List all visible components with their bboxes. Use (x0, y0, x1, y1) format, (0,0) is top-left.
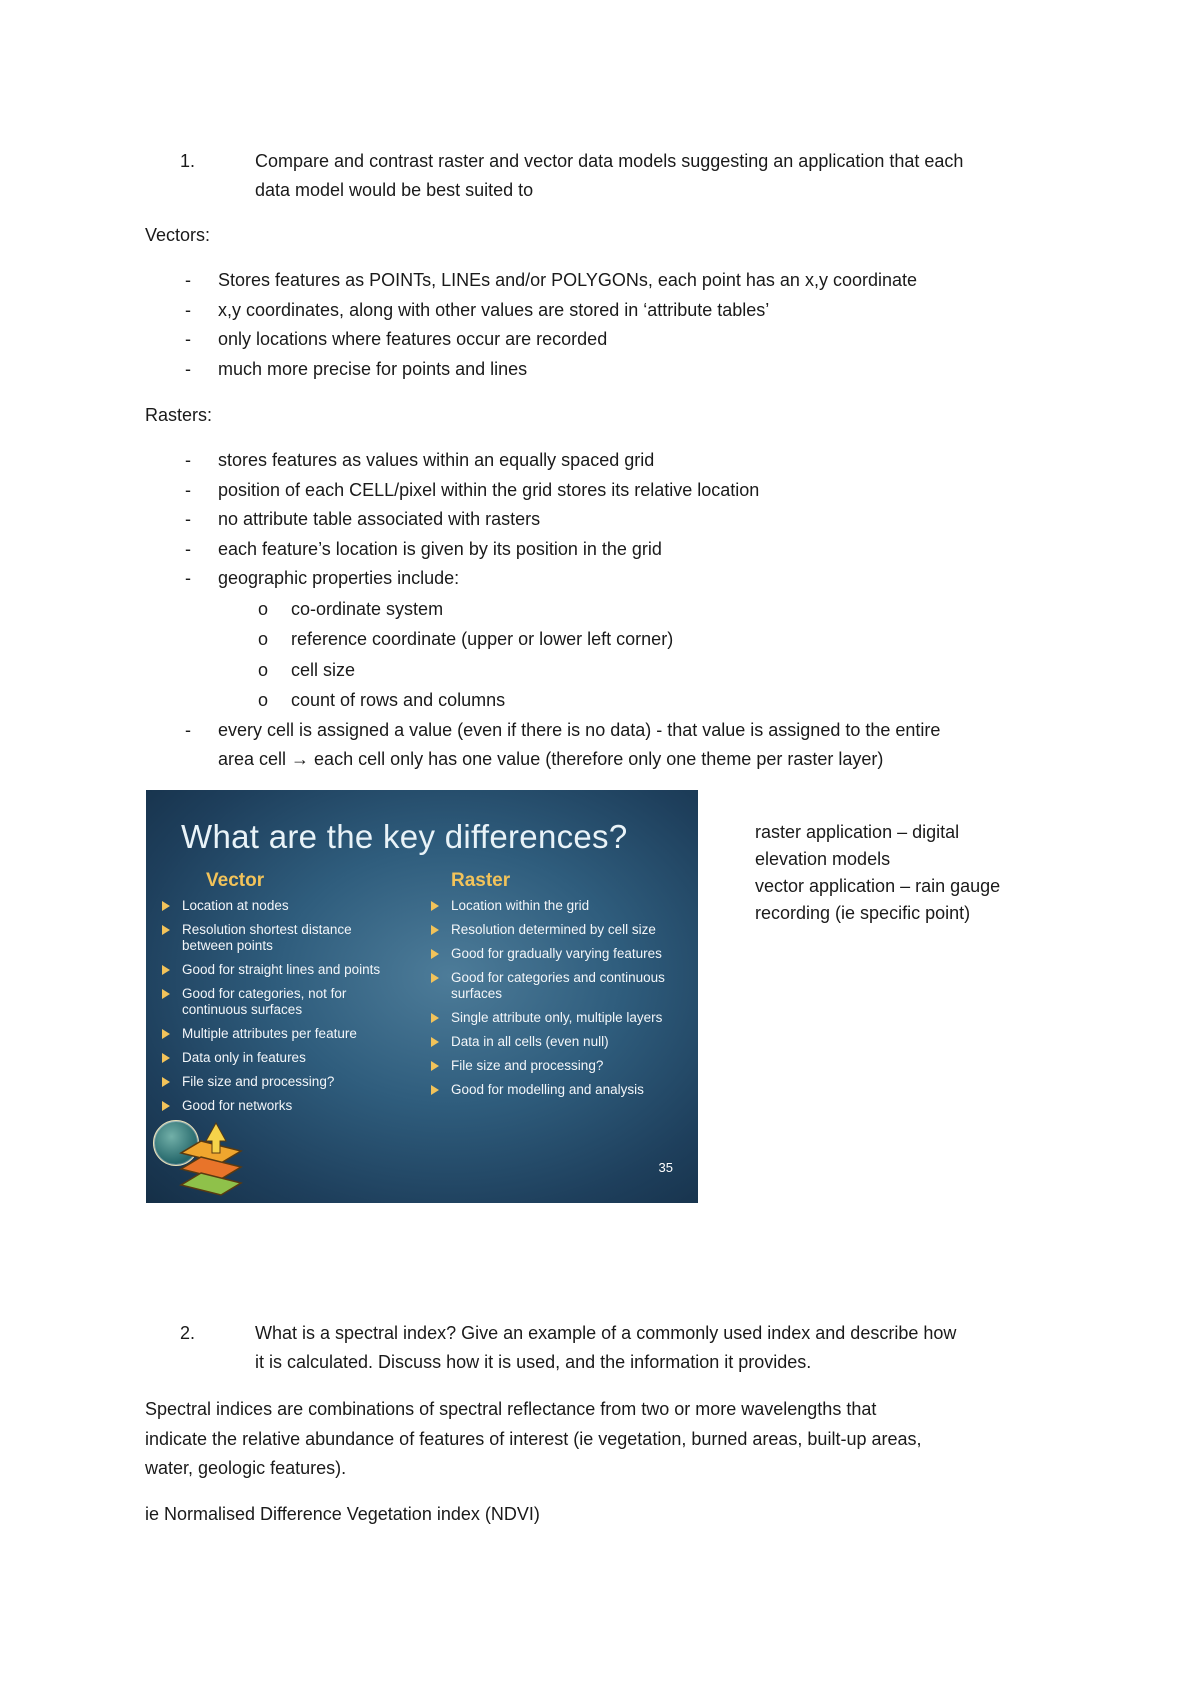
slide-list-item-text: File size and processing? (451, 1058, 604, 1073)
list-item (145, 535, 1065, 565)
list-item (145, 296, 1065, 326)
question-number: 2. (180, 1323, 196, 1343)
triangle-bullet-icon (162, 1077, 170, 1087)
ndvi-line: ie Normalised Difference Vegetation index (NDVI) (145, 1504, 540, 1524)
circle-bullet: o (258, 598, 269, 619)
triangle-bullet-icon (431, 901, 439, 911)
slide-image (146, 790, 698, 1203)
sub-list (218, 594, 1065, 716)
triangle-bullet-icon (431, 949, 439, 959)
side-note-line: raster application – digital (755, 822, 960, 842)
slide-list-item-text: Good for gradually varying features (451, 946, 662, 961)
triangle-bullet-icon (162, 901, 170, 911)
list-item (145, 266, 1065, 296)
slide-list-item-text: Good for networks (182, 1098, 293, 1113)
slide-list-item (429, 898, 689, 914)
dash-bullet: - (185, 299, 191, 320)
dash-bullet: - (185, 329, 191, 349)
slide-list-item-text: Data in all cells (even null) (451, 1034, 609, 1049)
triangle-bullet-icon (431, 925, 439, 935)
list-item-text: area cell (218, 749, 292, 769)
slide-page-number: 35 (658, 1160, 673, 1175)
circle-bullet: o (258, 690, 269, 710)
question-text (255, 1319, 1060, 1377)
question-line: data model would be best suited to (255, 180, 534, 200)
question-2 (180, 1319, 1060, 1377)
rasters-heading: Rasters: (145, 405, 213, 425)
list-item-text: each cell only has one value (therefore only one theme per raster layer) (309, 749, 884, 769)
slide-list-item (160, 986, 400, 1018)
slide-list-item (429, 1034, 689, 1050)
triangle-bullet-icon (431, 1037, 439, 1047)
side-note-line: vector application – rain gauge (755, 876, 1001, 896)
side-note-line: recording (ie specific point) (755, 903, 971, 923)
dash-bullet: - (185, 450, 191, 470)
triangle-bullet-icon (162, 1029, 170, 1039)
sub-list-item (218, 685, 1065, 716)
list-item-text: no attribute table associated with rasters (218, 509, 541, 529)
slide-list-item-text: Good for categories, not for continuous surfaces (182, 986, 347, 1017)
sub-list-item-text: count of rows and columns (291, 690, 506, 710)
dash-bullet: - (185, 719, 191, 740)
triangle-bullet-icon (162, 1053, 170, 1063)
vectors-heading: Vectors: (145, 225, 211, 245)
slide-list-item-text: Data only in features (182, 1050, 306, 1065)
vectors-list (145, 266, 1065, 384)
dash-bullet: - (185, 479, 191, 500)
side-note-line: elevation models (755, 849, 891, 869)
slide-list-item (160, 898, 400, 914)
sub-list-item (218, 655, 1065, 686)
paragraph-line: indicate the relative abundance of features of interest (ie vegetation, burned areas, built-up areas, (145, 1428, 922, 1449)
right-arrow-icon: → (291, 749, 310, 769)
slide-list-item-text: Resolution determined by cell size (451, 922, 656, 937)
question-line: What is a spectral index? Give an example of a commonly used index and describe how (255, 1323, 957, 1343)
list-item (145, 476, 1065, 506)
list-item (145, 505, 1065, 535)
slide-list-item (160, 962, 400, 978)
slide-list-item (429, 970, 689, 1002)
list-item-text: every cell is assigned a value (even if there is no data) - that value is assigned to the entire (218, 719, 941, 740)
triangle-bullet-icon (431, 1085, 439, 1095)
question-1 (180, 147, 1060, 205)
slide-list-item (160, 1074, 400, 1090)
circle-bullet: o (258, 629, 269, 649)
dash-bullet: - (185, 568, 191, 588)
list-item (145, 564, 1065, 716)
list-item-text: stores features as values within an equally spaced grid (218, 450, 655, 470)
circle-bullet: o (258, 659, 269, 680)
list-item (145, 355, 1065, 385)
list-item-text: each feature’s location is given by its position in the grid (218, 538, 662, 559)
rasters-list (145, 446, 1065, 775)
dash-bullet: - (185, 358, 191, 379)
sub-list-item-text: cell size (291, 659, 356, 680)
slide-list-item (160, 1050, 400, 1066)
list-item-text: x,y coordinates, along with other values are stored in ‘attribute tables’ (218, 299, 770, 320)
slide-list-item (429, 1010, 689, 1026)
slide-vector-list (160, 898, 400, 1122)
list-item-text: geographic properties include: (218, 568, 460, 588)
triangle-bullet-icon (162, 989, 170, 999)
list-item (145, 716, 1065, 775)
question-text (255, 147, 1060, 205)
gis-logo-icon (146, 1103, 256, 1203)
list-item (145, 325, 1065, 355)
slide-list-item-text: Multiple attributes per feature (182, 1026, 357, 1041)
triangle-bullet-icon (162, 965, 170, 975)
list-item (145, 446, 1065, 476)
paragraph-line: Spectral indices are combinations of spectral reflectance from two or more wavelengths that (145, 1399, 877, 1419)
sub-list-item-text: co-ordinate system (291, 598, 444, 619)
slide-list-item (429, 1082, 689, 1098)
triangle-bullet-icon (162, 925, 170, 935)
dash-bullet: - (185, 270, 191, 290)
paragraph-line: water, geologic features). (145, 1458, 347, 1478)
slide-list-item-text: Good for categories and continuous surfaces (451, 970, 665, 1001)
slide-list-item-text: Single attribute only, multiple layers (451, 1010, 663, 1025)
list-item-text: Stores features as POINTs, LINEs and/or POLYGONs, each point has an x,y coordinate (218, 270, 918, 290)
dash-bullet: - (185, 509, 191, 529)
sub-list-item (218, 624, 1065, 655)
triangle-bullet-icon (431, 1061, 439, 1071)
slide-list-item (429, 1058, 689, 1074)
question-line: it is calculated. Discuss how it is used, and the information it provides. (255, 1352, 812, 1372)
slide-list-item-text: Good for straight lines and points (182, 962, 381, 977)
list-item-text: only locations where features occur are recorded (218, 329, 608, 349)
list-item-text: position of each CELL/pixel within the grid stores its relative location (218, 479, 760, 500)
question-line: Compare and contrast raster and vector data models suggesting an application that each (255, 151, 964, 171)
slide-list-item-text: Location within the grid (451, 898, 590, 913)
slide-raster-heading: Raster (451, 870, 511, 891)
triangle-bullet-icon (431, 973, 439, 983)
slide-list-item-text: Good for modelling and analysis (451, 1082, 644, 1097)
slide-list-item (429, 946, 689, 962)
slide-raster-list (429, 898, 689, 1106)
side-note (755, 819, 1055, 927)
list-item-text: much more precise for points and lines (218, 358, 528, 379)
sub-list-item-text: reference coordinate (upper or lower left corner) (291, 629, 674, 649)
slide-list-item (160, 1026, 400, 1042)
slide-list-item-text: Resolution shortest distance between points (182, 922, 352, 953)
slide-list-item (160, 922, 400, 954)
dash-bullet: - (185, 538, 191, 559)
answer-2-paragraph (145, 1395, 1045, 1484)
question-number: 1. (180, 151, 196, 171)
slide-title: What are the key differences? (181, 818, 628, 855)
slide-list-item-text: Location at nodes (182, 898, 289, 913)
slide-vector-heading: Vector (206, 870, 265, 891)
slide-list-item (429, 922, 689, 938)
triangle-bullet-icon (431, 1013, 439, 1023)
sub-list-item (218, 594, 1065, 625)
slide-list-item-text: File size and processing? (182, 1074, 335, 1089)
